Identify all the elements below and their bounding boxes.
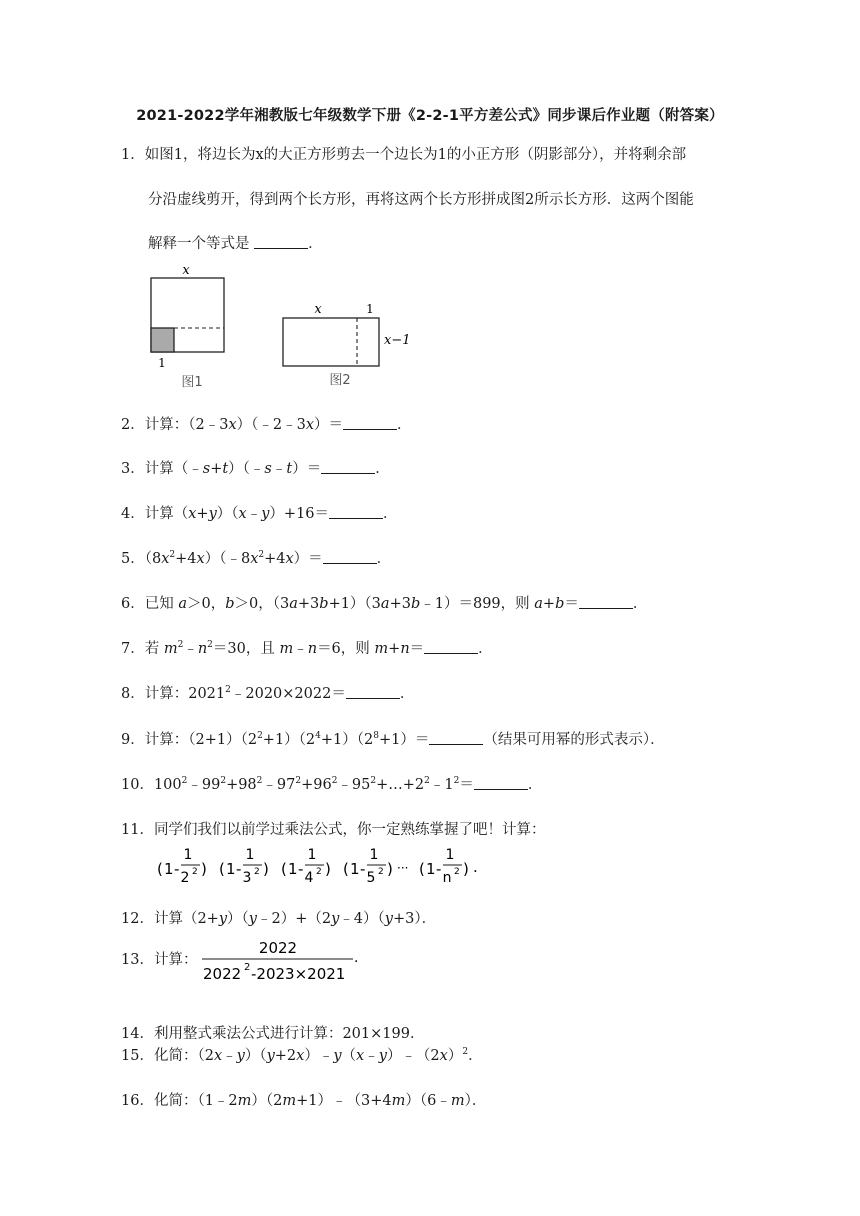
question-11-formula [157, 842, 497, 892]
question-1-figures [140, 262, 440, 392]
formula-minus: - [436, 860, 442, 878]
question-8: 8．计算：$2021^2﹣2020\times 2022=$ ． [121, 685, 415, 702]
formula-close-paren: ) [263, 860, 269, 878]
question-3: 3．计算（﹣s+t）（﹣s﹣t）＝ ． [121, 461, 390, 477]
question-9: 9．计算：$(2+1)(2^2+1)(2^4+1)(2^8+1)=$ （结果可用幂的形式表示）． [121, 731, 665, 748]
answer-blank [579, 596, 633, 609]
formula-one: 1 [288, 860, 298, 878]
question-11: 11．同学们我们以前学过乘法公式，你一定熟练掌握了吧！计算： [121, 822, 546, 838]
formula-open-paren: ( [157, 860, 163, 878]
question-4: 4．计算（x+y）（x﹣y）+16＝ ． [121, 506, 398, 522]
question-1-line-1 [121, 143, 686, 164]
answer-blank [254, 236, 308, 249]
figure-1-label-x: x [182, 263, 190, 278]
question-10: 10．$100^2﹣99^2+98^2﹣97^2+96^2﹣95^2+\dots+2^2﹣1^2=$ ． [121, 776, 543, 793]
formula-denominator-exponent: 2 [378, 867, 384, 877]
formula-denominator-base: n [442, 870, 452, 886]
question-6: 6．已知 a＞0，b＞0，（3a+3b+1）（3a+3b﹣1）＝899，则 a+b＝ ． [121, 596, 648, 612]
formula-open-paren: ( [343, 860, 349, 878]
formula-close-paren: ) [201, 860, 207, 878]
formula-numerator: 1 [369, 847, 379, 863]
figure-2-rectangle [283, 318, 379, 366]
formula-minus: - [360, 860, 366, 878]
answer-blank [429, 732, 483, 745]
formula-numerator: 1 [307, 847, 317, 863]
question-13-fraction [194, 936, 369, 986]
formula-numerator: 1 [445, 847, 455, 863]
answer-blank [346, 686, 400, 699]
question-15: 15．化简：$(2x﹣y)(y+2x)﹣y(x﹣y)﹣(2x)^2$． [121, 1047, 483, 1064]
question-number: 1． [121, 147, 145, 163]
question-14: 14．利用整式乘法公式进行计算：201×199． [121, 1026, 425, 1042]
answer-blank [474, 777, 528, 790]
formula-close-paren: ) [325, 860, 331, 878]
figure-1-label-1: 1 [158, 356, 166, 370]
formula-denominator-exponent: 2 [254, 867, 260, 877]
formula-one: 1 [350, 860, 360, 878]
figure-1-shaded-square [151, 328, 174, 352]
figure-2-label-x: x [314, 302, 322, 317]
formula-denominator-exponent: 2 [316, 867, 322, 877]
formula-one: 1 [426, 860, 436, 878]
fraction-numerator: 2022 [258, 939, 298, 957]
question-2: 2．计算：（2﹣3x）（﹣2﹣3x）＝ ． [121, 417, 412, 433]
formula-minus: - [174, 860, 180, 878]
figure-1-caption: 图1 [181, 375, 203, 390]
question-text: 如图1，将边长为x的大正方形剪去一个边长为1的小正方形（阴影部分），并将剩余部 [144, 147, 687, 163]
formula-one: 1 [226, 860, 236, 878]
fraction-denominator-rest: -2023×2021 [251, 965, 346, 983]
formula-denominator-base: 4 [304, 870, 314, 886]
formula-denominator-exponent: 2 [192, 867, 198, 877]
figure-2-caption: 图2 [329, 373, 351, 388]
formula-denominator-base: 2 [180, 870, 190, 886]
question-5: 5．$(8x^2+4x)(﹣8x^2+4x)=$ ． [121, 550, 392, 567]
formula-open-paren: ( [419, 860, 425, 878]
question-13: 13．计算： [121, 952, 198, 968]
question-16: 16．化简：（1﹣2m）（2m+1）﹣（3+4m）（6﹣m）． [121, 1093, 487, 1109]
formula-denominator-base: 3 [242, 870, 252, 886]
fraction-period: . [354, 950, 359, 966]
document-title: 2021-2022学年湘教版七年级数学下册《2-2-1平方差公式》同步课后作业题（附答案） [136, 108, 724, 124]
formula-numerator: 1 [183, 847, 193, 863]
figure-2-label-x-minus-1: x−1 [384, 333, 411, 348]
answer-blank [329, 506, 383, 519]
formula-close-paren: ) [463, 860, 469, 878]
formula-open-paren: ( [281, 860, 287, 878]
formula-ellipsis: ··· [397, 861, 409, 875]
fraction-denominator-base: 2022 [203, 965, 242, 983]
formula-minus: - [236, 860, 242, 878]
answer-blank [323, 551, 377, 564]
formula-minus: - [298, 860, 304, 878]
answer-blank [321, 461, 375, 474]
formula-close-paren: ) [387, 860, 393, 878]
formula-one: 1 [164, 860, 174, 878]
question-7: 7．若 $m^2﹣n^2=30$，且 m﹣n＝6，则 m+n＝ ． [121, 640, 493, 657]
formula-denominator-exponent: 2 [454, 867, 460, 877]
answer-blank [343, 417, 397, 430]
question-12: 12．计算（2+y）（y﹣2）+（2y﹣4）（y+3）． [121, 911, 437, 927]
formula-period: . [473, 858, 478, 876]
fraction-denominator-exponent: 2 [244, 962, 251, 973]
formula-numerator: 1 [245, 847, 255, 863]
figure-2 [283, 302, 411, 388]
formula-denominator-base: 5 [366, 870, 376, 886]
question-1-line-3: 解释一个等式是 ． [148, 236, 323, 252]
figure-1 [151, 263, 224, 390]
answer-blank [424, 641, 478, 654]
question-1-line-2: 分沿虚线剪开，得到两个长方形，再将这两个长方形拼成图2所示长方形．这两个图能 [148, 192, 694, 208]
figure-2-label-1: 1 [366, 302, 374, 316]
formula-open-paren: ( [219, 860, 225, 878]
